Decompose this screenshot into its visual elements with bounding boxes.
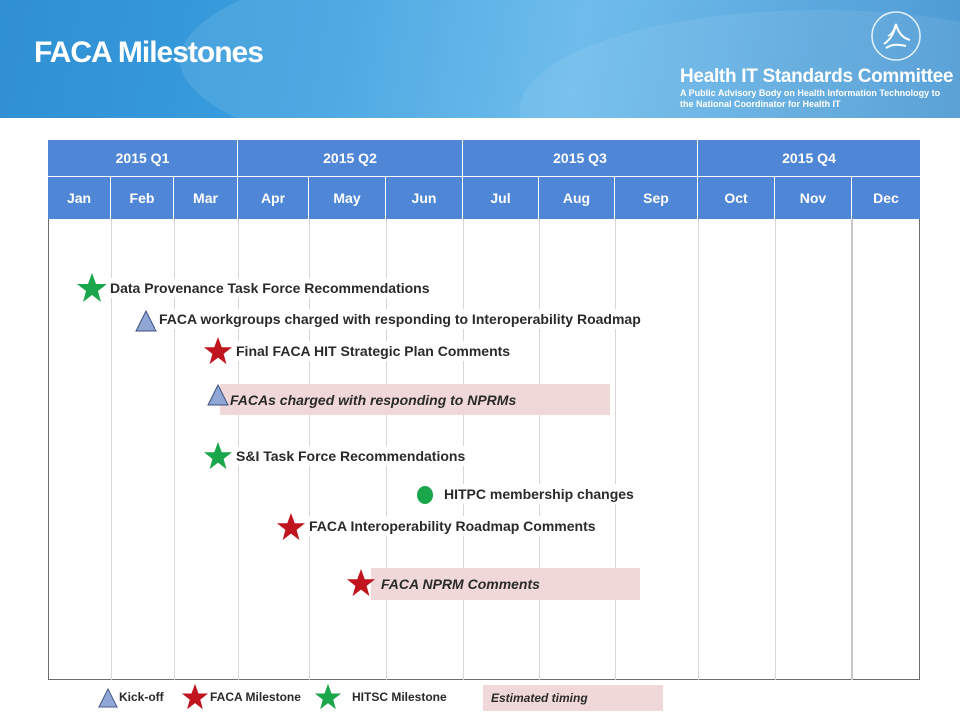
month-mar: Mar — [174, 176, 238, 219]
month-oct: Oct — [698, 176, 775, 219]
milestone-label: Data Provenance Task Force Recommendations — [106, 278, 434, 298]
estimated-timing-bar: FACAs charged with responding to NPRMs — [220, 384, 610, 415]
month-header-row — [48, 176, 920, 219]
month-jul: Jul — [463, 176, 539, 219]
month-sep: Sep — [615, 176, 698, 219]
month-apr: Apr — [238, 176, 309, 219]
month-aug: Aug — [539, 176, 615, 219]
org-name: Health IT Standards Committee — [680, 66, 954, 87]
legend-hitsc-label: HITSC Milestone — [352, 690, 447, 704]
milestone-label: HITPC membership changes — [440, 484, 638, 504]
legend-estimated-timing: Estimated timing — [483, 685, 663, 711]
milestone-label: FACA workgroups charged with responding to Interoperability Roadmap — [155, 309, 645, 329]
kickoff-triangle-icon — [135, 310, 157, 332]
grid-line — [615, 219, 616, 680]
org-tagline: A Public Advisory Body on Health Information Technology to the National Coordinator for Health IT — [680, 88, 941, 109]
milestone-label: S&I Task Force Recommendations — [232, 446, 469, 466]
estimated-timing-bar: FACA NPRM Comments — [371, 568, 640, 600]
header-banner — [0, 0, 960, 118]
quarter-q3: 2015 Q3 — [463, 140, 698, 176]
legend-kickoff-label: Kick-off — [119, 690, 164, 704]
quarter-header-row — [48, 140, 920, 176]
grid-line — [851, 219, 853, 680]
milestone-label: Final FACA HIT Strategic Plan Comments — [232, 341, 514, 361]
kickoff-triangle-icon — [207, 384, 229, 406]
faca-milestone-star-icon — [276, 512, 306, 542]
green-dot-icon — [415, 485, 435, 505]
grid-line — [698, 219, 699, 680]
faca-milestone-star-icon — [346, 568, 376, 598]
month-feb: Feb — [111, 176, 174, 219]
hitsc-milestone-star-icon — [76, 272, 108, 304]
faca-milestone-star-icon — [203, 336, 233, 366]
page-title: FACA Milestones — [34, 36, 263, 69]
milestone-label: FACA Interoperability Roadmap Comments — [305, 516, 600, 536]
quarter-q4: 2015 Q4 — [698, 140, 920, 176]
legend-faca-star-icon — [181, 683, 209, 711]
legend-kickoff-icon — [98, 688, 118, 708]
month-jun: Jun — [386, 176, 463, 219]
grid-line — [775, 219, 776, 680]
month-nov: Nov — [775, 176, 852, 219]
month-may: May — [309, 176, 386, 219]
month-jan: Jan — [48, 176, 111, 219]
legend-hitsc-star-icon — [314, 683, 342, 711]
quarter-q1: 2015 Q1 — [48, 140, 238, 176]
month-dec: Dec — [852, 176, 920, 219]
hitsc-milestone-star-icon — [203, 441, 233, 471]
quarter-q2: 2015 Q2 — [238, 140, 463, 176]
hhs-eagle-logo-icon — [870, 10, 922, 62]
grid-line — [539, 219, 540, 680]
legend-faca-label: FACA Milestone — [210, 690, 301, 704]
